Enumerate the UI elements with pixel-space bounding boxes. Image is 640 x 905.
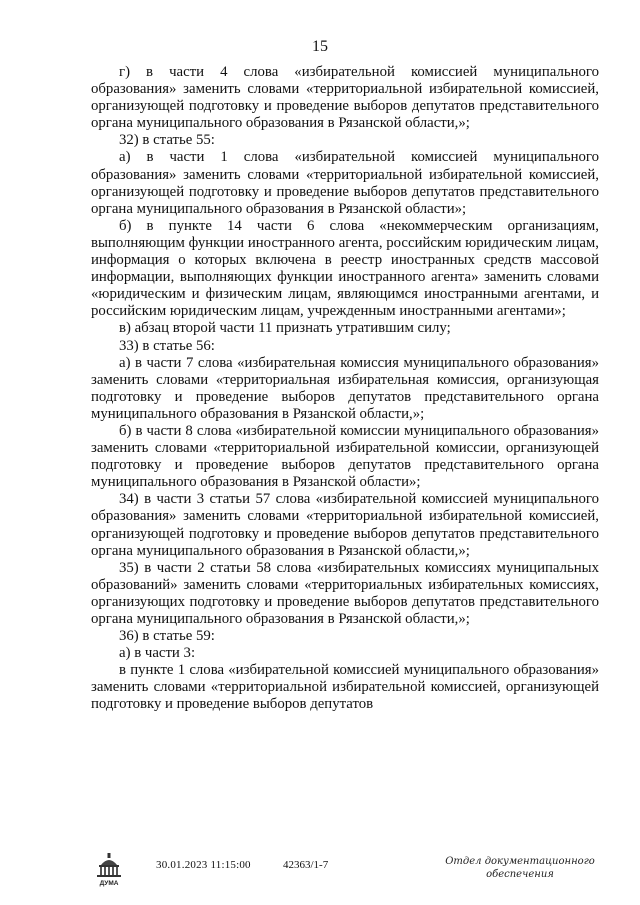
paragraph: 32) в статье 55:	[119, 132, 215, 149]
paragraph: б) в пункте 14 части 6 слова «некоммерческим организациям, выполняющим функции иностранного агента, российским юридическим лицам, информация о которых включена в реестр иностранных средств массовой информации, выполняющих функции иностранного агента» заменить словами «юридическим и физическим лицам, являющимся иностранными агентами, и российским юридическим лицам, учрежденным иностранными агентами»;	[91, 217, 599, 320]
logo-text: ДУМА	[99, 880, 119, 887]
page-number: 15	[312, 38, 328, 55]
footer-timestamp: 30.01.2023 11:15:00	[156, 859, 251, 871]
footer-doc-number: 42363/1-7	[283, 859, 329, 871]
paragraph: б) в части 8 слова «избирательной комиссии муниципального образования» заменить словами «территориальной избирательной комиссии, организующей подготовку и проведение выборов депутатов представительного органа муниципального образования в Рязанской области»;	[91, 422, 599, 491]
footer-department	[440, 855, 600, 881]
paragraph: 33) в статье 56:	[119, 337, 215, 354]
paragraph: в пункте 1 слова «избирательной комиссией муниципального образования» заменить словами «территориальной избирательной комиссией, организующей подготовку и проведение выборов депутатов	[91, 662, 599, 713]
department-line-2: обеспечения	[486, 869, 554, 880]
paragraph: 36) в статье 59:	[119, 628, 215, 645]
duma-logo-icon	[92, 852, 126, 888]
paragraph: а) в части 1 слова «избирательной комиссией муниципального образования» заменить словами «территориальной избирательной комиссией, организующей подготовку и проведение выборов депутатов представительного органа муниципального образования в Рязанской области»;	[91, 149, 599, 217]
paragraph: 35) в части 2 статьи 58 слова «избирательных комиссиях муниципальных образований» заменить словами «территориальных избирательных комиссиях, организующих подготовку и проведение выборов депутатов представительного органа муниципального образования в Рязанской области,»;	[91, 559, 599, 627]
paragraph: а) в части 3:	[119, 645, 196, 662]
document-body	[91, 64, 599, 714]
department-line-1: Отдел документационного	[445, 856, 595, 867]
paragraph: 34) в части 3 статьи 57 слова «избирательной комиссией муниципального образования» заменить словами «территориальной избирательной комиссией, организующей подготовку и проведение выборов депутатов представительного органа муниципального образования в Рязанской области,»;	[91, 491, 599, 559]
paragraph: в) абзац второй части 11 признать утратившим силу;	[119, 320, 451, 337]
page-footer	[0, 852, 640, 902]
paragraph: г) в части 4 слова «избирательной комиссией муниципального образования» заменить словами «территориальной избирательной комиссией, организующей подготовку и проведение выборов депутатов представительного органа муниципального образования в Рязанской области,»;	[91, 64, 599, 132]
paragraph: а) в части 7 слова «избирательная комиссия муниципального образования» заменить словами «территориальная избирательная комиссия, организующая подготовку и проведение выборов депутатов представительного органа муниципального образования в Рязанской области,»;	[91, 354, 599, 422]
